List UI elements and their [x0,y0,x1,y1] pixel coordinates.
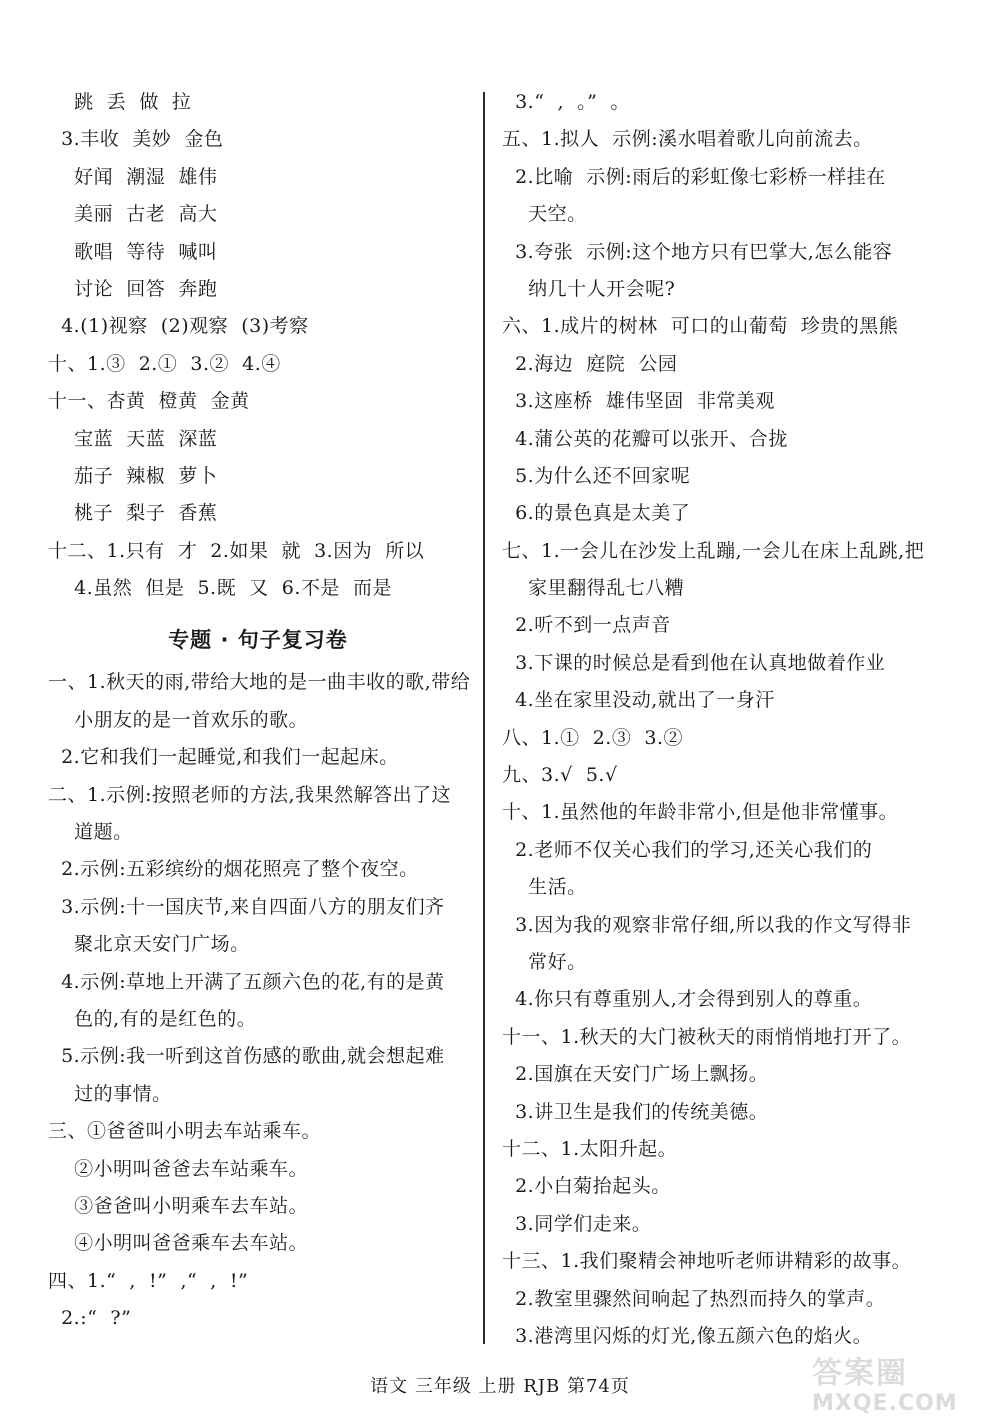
answer-line: 3.“ , 。” 。 [502,91,630,113]
answer-line: 跳 丢 做 拉 [48,91,192,113]
answer-line: 一、1.秋天的雨,带给大地的是一曲丰收的歌,带给 [48,671,471,694]
answer-line: 十一、1.秋天的大门被秋天的雨悄悄地打开了。 [502,1025,912,1048]
answer-line: 2.国旗在天安门广场上飘扬。 [502,1063,769,1086]
answer-line: 十二、1.只有 才 2.如果 就 3.因为 所以 [48,539,425,562]
answer-line: 桃子 梨子 香蕉 [48,502,218,525]
answer-line: 4.虽然 但是 5.既 又 6.不是 而是 [48,577,392,600]
answer-line: 美丽 古老 高大 [48,203,218,226]
answer-line: 2.老师不仅关心我们的学习,还关心我们的 [502,838,873,861]
left-answers-top [48,84,468,607]
answer-line: 3.因为我的观察非常仔细,所以我的作文写得非 [502,913,912,936]
answer-line: 3.讲卫生是我们的传统美德。 [502,1100,769,1123]
answer-line: 歌唱 等待 喊叫 [48,240,218,263]
right-column [502,84,942,1355]
answer-line: 小朋友的是一首欢乐的歌。 [48,708,309,731]
answer-line: 3.同学们走来。 [502,1212,652,1235]
answer-line: 纳几十人开会呢? [502,277,676,300]
answer-line: ②小明叫爸爸去车站乘车。 [48,1157,309,1180]
left-column [48,84,471,1338]
answer-line: 家里翻得乱七八糟 [502,577,685,600]
answer-line: 4.蒲公英的花瓣可以张开、合拢 [502,427,788,450]
answer-line: ③爸爸叫小明乘车去车站。 [48,1194,309,1217]
column-divider [483,92,485,1344]
answer-line: 3.下课的时候总是看到他在认真地做着作业 [502,651,886,674]
answer-line: 茄子 辣椒 萝卜 [48,464,218,487]
answer-line: 十一、杏黄 橙黄 金黄 [48,390,250,413]
answer-line: 常好。 [502,950,587,973]
answer-line: 2.它和我们一起睡觉,和我们一起起床。 [48,746,399,769]
answer-line: 好闻 潮湿 雄伟 [48,165,218,188]
answer-line: 三、①爸爸叫小明去车站乘车。 [48,1120,322,1143]
watermark-url: MXQE.COM [812,1391,958,1416]
answer-line: 六、1.成片的树林 可口的山葡萄 珍贵的黑熊 [502,315,899,338]
answer-line: 十、1.③ 2.① 3.② 4.④ [48,352,281,375]
answer-line: 十三、1.我们聚精会神地听老师讲精彩的故事。 [502,1250,912,1273]
page-footer: 语文 三年级 上册 RJB 第74页 [370,1376,630,1397]
answer-line: 四、1.“ , !” ,“ , !” [48,1269,249,1292]
answer-line: 4.坐在家里没动,就出了一身汗 [502,689,775,712]
answer-line: 2.教室里骤然间响起了热烈而持久的掌声。 [502,1287,886,1310]
answer-line: 6.的景色真是太美了 [502,502,691,525]
answer-line: 2.示例:五彩缤纷的烟花照亮了整个夜空。 [48,858,419,881]
answer-line: 2.听不到一点声音 [502,614,671,637]
answer-line: 3.丰收 美妙 金色 [48,128,224,151]
answer-line: 过的事情。 [48,1082,172,1105]
answer-line: 道题。 [48,821,133,844]
answer-line: 3.这座桥 雄伟坚固 非常美观 [502,390,775,413]
watermark-text: 答案圈 [812,1356,908,1391]
answer-line: 3.港湾里闪烁的灯光,像五颜六色的焰火。 [502,1324,873,1347]
answer-line: 3.示例:十一国庆节,来自四面八方的朋友们齐 [48,895,445,918]
answer-line: 十、1.虽然他的年龄非常小,但是他非常懂事。 [502,801,899,824]
answer-line: 4.(1)视察 (2)观察 (3)考察 [48,315,309,338]
answer-line: 天空。 [502,203,587,226]
answer-line: 八、1.① 2.③ 3.② [502,726,684,749]
left-answers-bottom [48,664,471,1337]
answer-line: 宝蓝 天蓝 深蓝 [48,427,218,450]
answer-line: 2.:“ ?” [48,1307,132,1330]
section-title: 专题 · 句子复习卷 [168,628,348,653]
answer-line: 讨论 回答 奔跑 [48,277,218,300]
answer-line: ④小明叫爸爸乘车去车站。 [48,1232,309,1255]
answer-line: 聚北京天安门广场。 [48,933,250,956]
answer-line: 4.你只有尊重别人,才会得到别人的尊重。 [502,988,873,1011]
answer-line: 4.示例:草地上开满了五颜六色的花,有的是黄 [48,970,445,993]
answer-line: 二、1.示例:按照老师的方法,我果然解答出了这 [48,783,452,806]
answer-line: 七、1.一会儿在沙发上乱蹦,一会儿在床上乱跳,把 [502,539,925,562]
answer-line: 2.比喻 示例:雨后的彩虹像七彩桥一样挂在 [502,165,886,188]
answer-line: 色的,有的是红色的。 [48,1007,257,1030]
watermark-logo [812,1356,982,1420]
answer-line: 5.为什么还不回家呢 [502,464,691,487]
answer-line: 九、3.√ 5.√ [502,764,618,787]
answer-line: 2.小白菊抬起头。 [502,1175,671,1198]
answer-line: 五、1.拟人 示例:溪水唱着歌儿向前流去。 [502,128,873,151]
answer-line: 十二、1.太阳升起。 [502,1137,678,1160]
answer-line: 2.海边 庭院 公园 [502,352,678,375]
answer-line: 3.夸张 示例:这个地方只有巴掌大,怎么能容 [502,240,893,263]
answer-line: 生活。 [502,876,587,899]
answer-line: 5.示例:我一听到这首伤感的歌曲,就会想起难 [48,1045,445,1068]
